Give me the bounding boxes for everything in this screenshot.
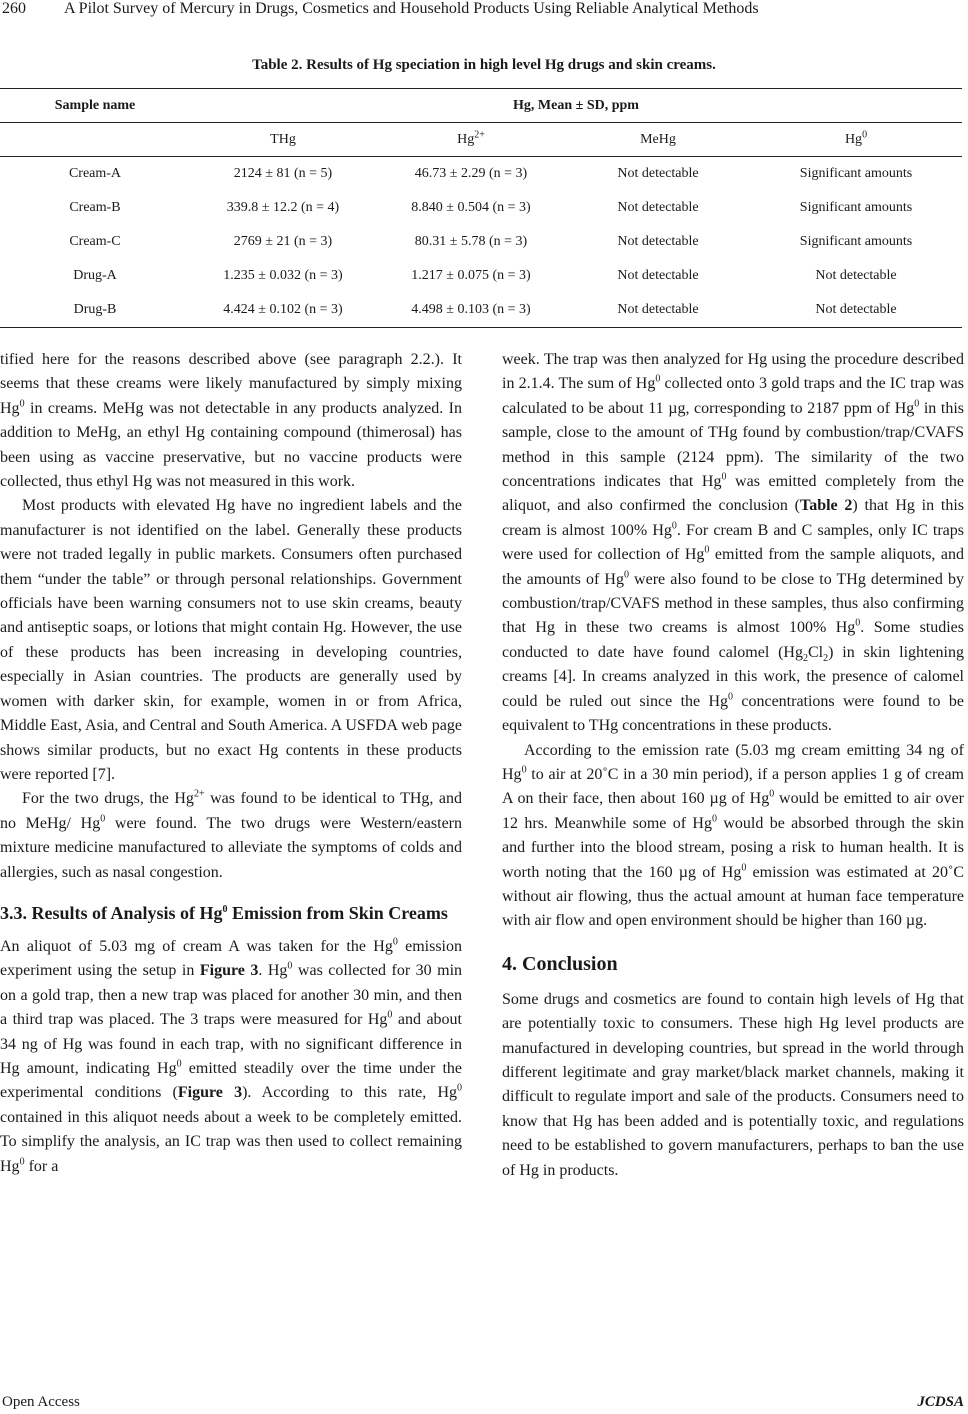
cell-hg2: 4.498 ± 0.103 (n = 3) (376, 293, 566, 328)
col-thg: THg (190, 123, 376, 157)
col-hg0-sup: 0 (862, 128, 868, 140)
page-header (0, 0, 968, 24)
table-caption: Table 2. Results of Hg speciation in high level Hg drugs and skin creams. (252, 57, 716, 73)
cell-mehg: Not detectable (617, 268, 699, 283)
cell-hg2: 80.31 ± 5.78 (n = 3) (414, 234, 528, 249)
cell-mehg: Not detectable (566, 293, 750, 328)
left-column (0, 348, 462, 1179)
running-title: A Pilot Survey of Mercury in Drugs, Cosmetics and Household Products Using Reliable Analytical Methods (64, 0, 759, 17)
paragraph: According to the emission rate (5.03 mg cream emitting 34 ng of Hg$^0$ to air at 20˚C in a 30 min period), if a person applies 1 g of cream A on their face, then about 160 µg of Hg$^0$ would be emitted to air over 12 hrs. Meanwhile some of Hg$^0$ would be absorbed through the skin and further into the blood stream, posing a risk to human health. It is worth noting that the 160 µg of Hg$^0$ emission was estimated at 20˚C without air flowing, thus the actual amount at human face temperature with air flow and open environment should be higher than 160 µg. (502, 741, 965, 930)
col-hg0-base: Hg (844, 131, 863, 147)
col-hg2 (376, 123, 566, 157)
cell-sample: Drug-A (73, 268, 117, 283)
figure-3-ref: Figure 3 (199, 962, 259, 980)
table-subheader-row (0, 123, 962, 157)
cell-thg: 2124 ± 81 (n = 5) (233, 166, 333, 181)
table-row (0, 259, 962, 293)
right-column (502, 348, 964, 1183)
cell-thg: 2769 ± 21 (n = 3) (233, 234, 333, 249)
header-hg-group: Hg, Mean ± SD, ppm (190, 89, 962, 123)
footer-open-access: Open Access (2, 1394, 80, 1410)
cell-hg0: Significant amounts (799, 234, 913, 249)
paragraph: Most products with elevated Hg have no ingredient labels and the manufacturer is not identified on the label. Generally these products were not traded legally in public markets. Consumers often purchased them “under the table” or through personal relationships. Government officials have been warning consumers not to use skin creams, beauty and antiseptic soaps, or lotions that might contain Hg. However, the use of these products has been increasing in developing countries, especially in Asian countries. The products are generally used by women with darker skin, for example, women in or from Africa, Middle East, Asia, and Central and South America. A USFDA web page shows similar products, but no exact Hg contents in these products were reported [7]. (0, 497, 462, 783)
cell-sample: Drug-B (0, 293, 190, 328)
paragraph: For the two drugs, the $Hg^{2+}$ was found to be identical to THg, and no MeHg/ Hg$^0$ were found. The two drugs were Western/eastern mixture medicine manufactured to alleviate the symptoms of colds and allergies, such as nasal congestion. (0, 788, 462, 881)
header-sample-name: Sample name (0, 89, 190, 123)
paragraph: tified here for the reasons described above (see paragraph 2.2.). It seems that these creams were likely manufactured by simply mixing Hg$^0$ in creams. MeHg was not detectable in any products analyzed. In addition to MeHg, an ethyl Hg containing compound (thimerosal) has been using as vaccine preservative, but no vaccine products were collected, thus ethyl Hg was not measured in this work. (0, 351, 462, 491)
cell-hg0: Not detectable (750, 293, 962, 328)
col-hg2-base: Hg (457, 131, 475, 147)
table-row (0, 191, 962, 225)
cell-sample: Cream-C (69, 234, 121, 249)
cell-hg2: 46.73 ± 2.29 (n = 3) (414, 166, 528, 181)
cell-hg0: Significant amounts (799, 200, 913, 215)
paragraph: Some drugs and cosmetics are found to contain high levels of Hg that are potentially toxic to consumers. These high Hg level products are manufactured in developing countries, but spread in the world through different legitimate and gray market/black market channels, making it difficult to regulate import and sale of the products. Consumers need to know that Hg has been added and is potentially toxic, and regulations need to be established to govern manufacturers, perhaps to ban the use of Hg in products. (502, 990, 964, 1179)
cell-thg: 4.424 ± 0.102 (n = 3) (190, 293, 376, 328)
col-mehg: MeHg (566, 123, 750, 157)
table-row (0, 293, 962, 328)
table-header-row (0, 89, 962, 123)
cell-thg: 1.235 ± 0.032 (n = 3) (223, 268, 343, 283)
cell-mehg: Not detectable (617, 234, 699, 249)
section-heading-4: 4. Conclusion (502, 952, 618, 975)
table-row (0, 157, 962, 192)
figure-3-ref: Figure 3 (177, 1084, 243, 1102)
hg-speciation-table (0, 88, 962, 328)
cell-thg: 339.8 ± 12.2 (n = 4) (226, 200, 340, 215)
page-number: 260 (2, 0, 26, 17)
footer-journal: JCDSA (917, 1394, 964, 1410)
section-heading-3-3: 3.3. Results of Analysis of Hg$^0$ Emission from Skin Creams (0, 902, 448, 923)
cell-mehg: Not detectable (617, 166, 699, 181)
cell-hg0: Significant amounts (799, 166, 913, 181)
cell-hg2: 8.840 ± 0.504 (n = 3) (411, 200, 531, 215)
table-2-ref: Table 2 (799, 497, 853, 515)
subheader-empty (0, 123, 190, 157)
cell-hg0: Not detectable (815, 268, 897, 283)
paragraph: An aliquot of 5.03 mg of cream A was taken for the Hg$^0$ emission experiment using the setup in Figure 3. Hg$^0$ was collected for 30 min on a gold trap, then a new trap was placed for another 30 min, and then a third trap was placed. The 3 traps were measured for Hg$^0$ and about 34 ng of Hg was found in each trap, with no significant difference in Hg amount, indicating Hg$^0$ emitted steadily over the time under the experimental conditions (Figure 3). According to this rate, Hg$^0$ contained in this aliquot needs about a week to be completely emitted. To simplify the analysis, an IC trap was then used to collect remaining Hg$^0$ for a (0, 936, 463, 1175)
col-hg0 (750, 123, 962, 157)
cell-sample: Cream-B (69, 200, 121, 215)
table-row (0, 225, 962, 259)
cell-mehg: Not detectable (617, 200, 699, 215)
paragraph: week. The trap was then analyzed for Hg using the procedure described in 2.1.4. The sum of Hg$^0$ collected onto 3 gold traps and the IC trap was calculated to be about 11 µg, corresponding to 2187 ppm of Hg$^0$ in this sample, close to the amount of THg found by combustion/trap/CVAFS method in this sample (2124 ppm). The similarity of the two concentrations indicates that Hg$^0$ was emitted completely from the aliquot, and also confirmed the conclusion (Table 2) that Hg in this cream is almost 100% Hg$^0$. For cream B and C samples, only IC traps were used for collection of Hg$^0$ emitted from the sample aliquots, and the amounts of Hg$^0$ were also found to be close to THg determined by combustion/trap/CVAFS method in these samples, thus also confirming that Hg in these two creams is almost 100% Hg$^0$. Some studies conducted to date have found calomel $(Hg_2Cl_2)$ in skin lightening creams [4]. In creams analyzed in this work, the presence of calomel could be ruled out since the Hg$^0$ concentrations were found to be equivalent to THg concentrations in these products. (502, 351, 965, 735)
cell-hg2: 1.217 ± 0.075 (n = 3) (411, 268, 531, 283)
cell-sample: Cream-A (68, 166, 122, 181)
col-hg2-sup: 2+ (474, 128, 485, 140)
